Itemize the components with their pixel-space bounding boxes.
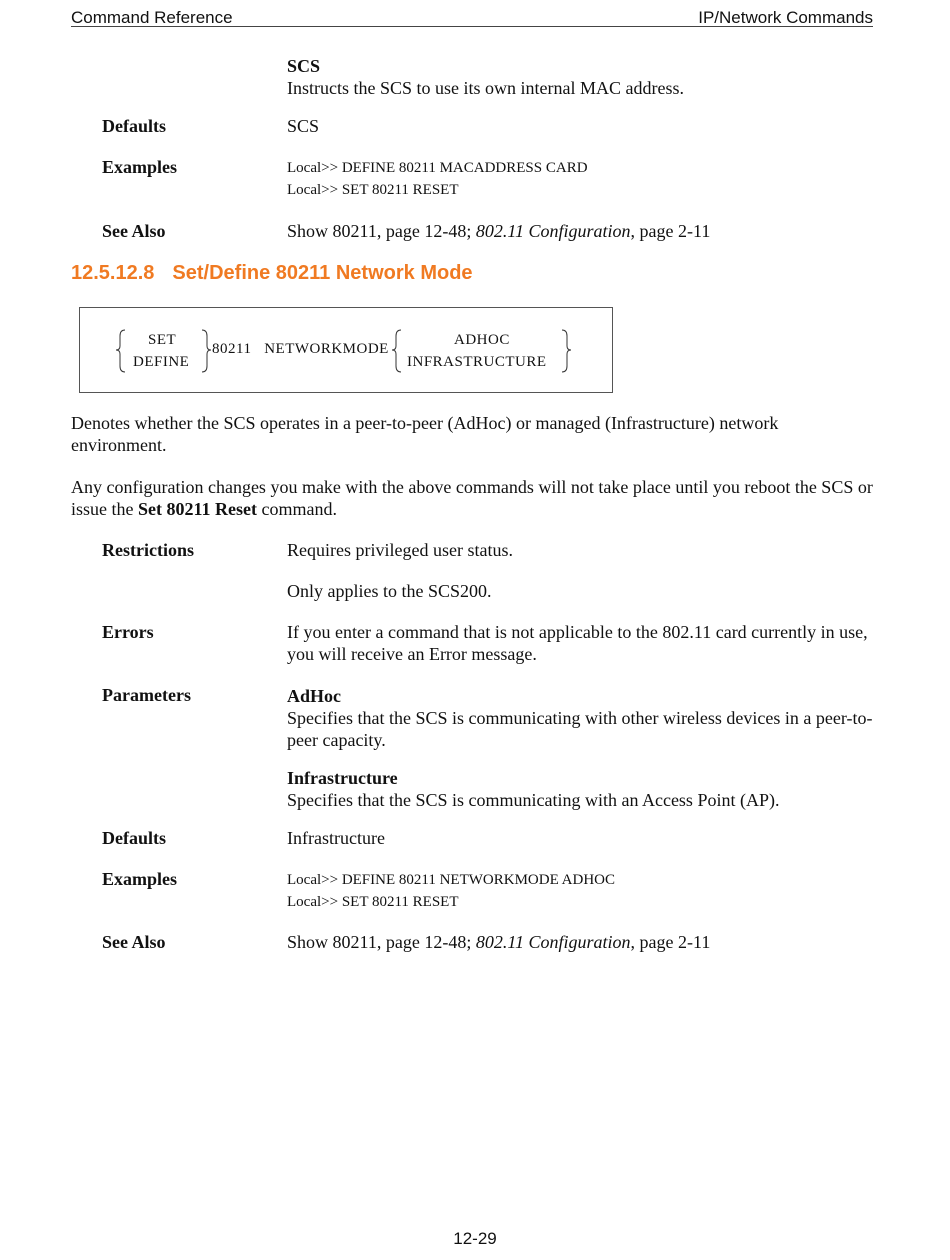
- defaults-value: SCS: [287, 116, 320, 136]
- syntax-command: 80211 NETWORKMODE: [212, 341, 389, 357]
- description-paragraph: Denotes whether the SCS operates in a peer-to-peer (AdHoc) or managed (Infrastructure) network environment.: [71, 413, 779, 455]
- section-title: Set/Define 80211 Network Mode: [172, 262, 473, 284]
- example-line: Local>> SET 80211 RESET: [287, 894, 459, 910]
- examples-block: [287, 157, 877, 201]
- see-also-label: See Also: [102, 932, 166, 952]
- syntax-infrastructure: INFRASTRUCTURE: [407, 354, 547, 370]
- errors-label: Errors: [102, 622, 154, 642]
- restrictions-line1: Requires privileged user status.: [287, 540, 513, 560]
- errors-text: If you enter a command that is not applicable to the 802.11 card currently in use, you will receive an Error message.: [287, 622, 868, 664]
- top-parameter: [287, 55, 877, 99]
- note-post: command.: [256, 499, 337, 519]
- left-brace: [116, 330, 125, 372]
- header-right: IP/Network Commands: [698, 8, 873, 27]
- note-paragraph: [71, 476, 876, 520]
- defaults-label: Defaults: [102, 116, 166, 136]
- see-also-label: See Also: [102, 221, 166, 241]
- defaults-label: Defaults: [102, 828, 166, 848]
- example-line: Local>> SET 80211 RESET: [287, 182, 459, 198]
- example-line: Local>> DEFINE 80211 MACADDRESS CARD: [287, 160, 588, 176]
- param-desc: Specifies that the SCS is communicating with other wireless devices in a peer-to-peer capacity.: [287, 708, 873, 750]
- header-left: Command Reference: [71, 8, 233, 27]
- see-also-link: 802.11 Configuration: [475, 221, 631, 241]
- examples-label: Examples: [102, 157, 178, 177]
- section-heading: [71, 262, 473, 285]
- examples-label: Examples: [102, 869, 178, 889]
- note-command: Set 80211 Reset: [138, 499, 257, 519]
- examples-block: [287, 869, 877, 913]
- right-brace: [562, 330, 571, 372]
- see-also-pre: Show 80211, page 12-48;: [287, 221, 476, 241]
- parameters-label: Parameters: [102, 685, 191, 705]
- syntax-set: SET: [148, 332, 177, 348]
- note-pre: Any configuration changes you make with the above commands will not take place until you reboot the SCS or issue the: [71, 477, 873, 519]
- param-name: AdHoc: [287, 686, 341, 706]
- page-header: [71, 6, 873, 27]
- see-also-link: 802.11 Configuration: [475, 932, 631, 952]
- restrictions-line2: Only applies to the SCS200.: [287, 581, 492, 601]
- parameter-infrastructure: [287, 767, 877, 811]
- see-also-text: [287, 220, 877, 242]
- param-desc: Specifies that the SCS is communicating with an Access Point (AP).: [287, 790, 780, 810]
- section-number: 12.5.12.8: [71, 262, 155, 284]
- syntax-diagram: [79, 307, 613, 393]
- param-desc: Instructs the SCS to use its own internal MAC address.: [287, 78, 684, 98]
- see-also-post: , page 2-11: [630, 221, 711, 241]
- defaults-value: Infrastructure: [287, 828, 385, 848]
- syntax-adhoc: ADHOC: [454, 332, 510, 348]
- see-also-post: , page 2-11: [630, 932, 711, 952]
- syntax-define: DEFINE: [133, 354, 190, 370]
- right-brace: [202, 330, 211, 372]
- param-name: Infrastructure: [287, 768, 398, 788]
- see-also-pre: Show 80211, page 12-48;: [287, 932, 476, 952]
- page-number: 12-29: [453, 1229, 497, 1248]
- restrictions-label: Restrictions: [102, 540, 194, 560]
- param-name: SCS: [287, 56, 321, 76]
- left-brace: [392, 330, 401, 372]
- parameter-adhoc: [287, 685, 877, 751]
- see-also-text: [287, 931, 877, 953]
- example-line: Local>> DEFINE 80211 NETWORKMODE ADHOC: [287, 872, 615, 888]
